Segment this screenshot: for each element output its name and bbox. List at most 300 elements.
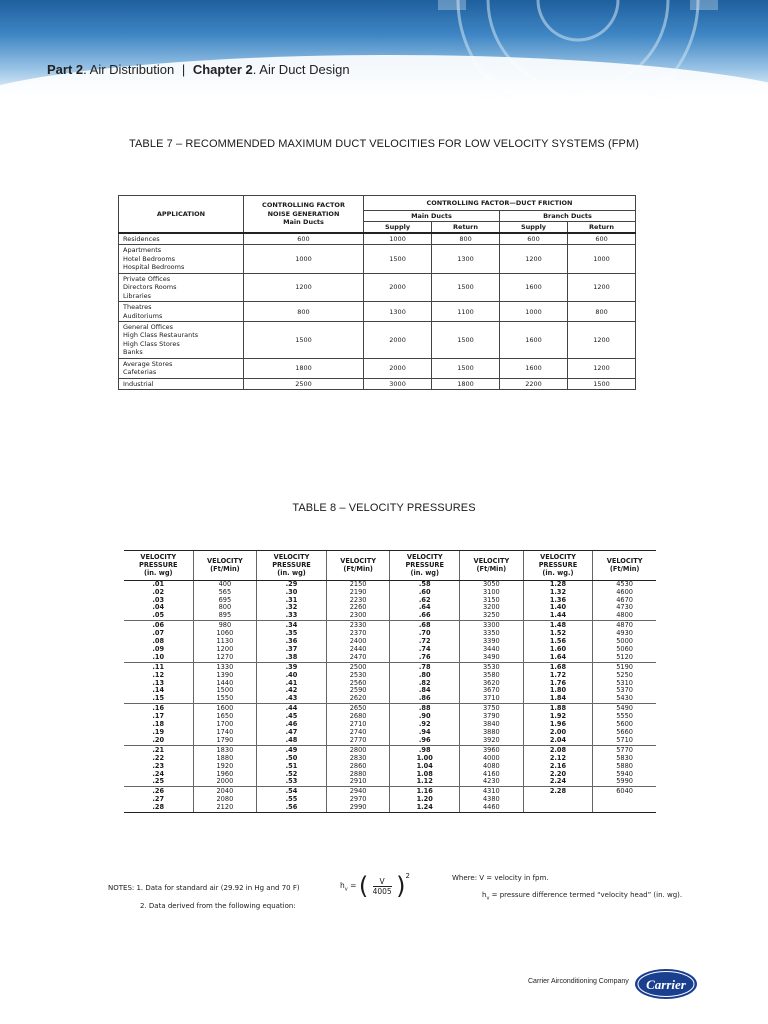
table8-cell: .17	[152, 712, 165, 721]
table8-cell: .98	[390, 745, 460, 754]
table8-cell: 1.68	[523, 662, 593, 671]
table7-value-cell: 800	[244, 302, 364, 322]
table8-cell: 1.36	[523, 597, 593, 605]
table8-cell: 1130	[193, 638, 257, 646]
table7-application-cell: Average Stores Cafeterias	[119, 358, 244, 378]
table7-header-return: Return	[432, 222, 500, 234]
breadcrumb-part: Part 2	[47, 62, 84, 77]
table7-value-cell: 1000	[568, 245, 636, 273]
table8-cell: 2800	[326, 745, 390, 754]
table8-cell: .80	[390, 672, 460, 680]
table8-cell: 2400	[326, 638, 390, 646]
table8-cell: 5060	[593, 646, 656, 654]
table8-cell: 1790	[193, 737, 257, 745]
table7-value-cell: 1200	[499, 245, 567, 273]
table7-value-cell: 1300	[364, 302, 432, 322]
table8-cell: 1550	[193, 695, 257, 703]
table8-row	[124, 729, 656, 737]
breadcrumb-chapter: Chapter 2	[192, 62, 253, 77]
table8-cell: .29	[257, 580, 327, 588]
table8-row	[124, 621, 656, 630]
equation-lhs: h	[340, 881, 345, 890]
table8-cell: 2330	[326, 621, 390, 630]
table8-cell: 4530	[593, 580, 656, 588]
table8-cell: 1.60	[523, 646, 593, 654]
table8-cell: .24	[152, 769, 165, 778]
table8-cell: 1650	[193, 713, 257, 721]
table7-value-cell: 2000	[364, 273, 432, 301]
table8-cell: 3920	[460, 737, 524, 745]
table7-row	[119, 245, 636, 273]
table7-value-cell: 1200	[568, 273, 636, 301]
table8-cell: .70	[390, 630, 460, 638]
table8-cell: 2500	[326, 662, 390, 671]
table8-cell: 1.12	[390, 778, 460, 786]
table8-cell: 1600	[193, 704, 257, 713]
table8-cell: .53	[257, 778, 327, 786]
table8-cell: 5990	[593, 778, 656, 786]
table8-title: TABLE 8 – VELOCITY PRESSURES	[292, 502, 476, 514]
table8-cell: 3490	[460, 654, 524, 662]
table8-cell: 1880	[193, 755, 257, 763]
table8-row	[124, 737, 656, 745]
table8-row	[124, 672, 656, 680]
table8-row	[124, 687, 656, 695]
table8-cell: 2440	[326, 646, 390, 654]
table8-cell: .31	[257, 597, 327, 605]
table8-cell: 5550	[593, 713, 656, 721]
table8-row	[124, 713, 656, 721]
table8-cell: 1830	[193, 745, 257, 754]
table8-cell: .41	[257, 680, 327, 688]
table8-cell: 2710	[326, 721, 390, 729]
table7-value-cell: 1200	[244, 273, 364, 301]
table7-value-cell: 1000	[499, 302, 567, 322]
table8-cell: 3670	[460, 687, 524, 695]
company-name: Carrier Airconditioning Company	[528, 978, 629, 985]
table8-cell: 2120	[193, 804, 257, 812]
table7-row	[119, 233, 636, 245]
table8-cell: 4600	[593, 589, 656, 597]
table8-cell: 1.28	[523, 580, 593, 588]
table8-cell: .32	[257, 604, 327, 612]
table7-value-cell: 1200	[568, 321, 636, 358]
table8-cell: 1.92	[523, 713, 593, 721]
where-velocity-head: $h_v$ = pressure difference termed “velocity head” (in. wg).	[482, 891, 683, 902]
table8-cell: .42	[257, 687, 327, 695]
table8-cell: 4080	[460, 763, 524, 771]
table7-application-cell: Theatres Auditoriums	[119, 302, 244, 322]
table8-cell: 3620	[460, 680, 524, 688]
carrier-logo	[634, 968, 698, 1000]
table8-cell: 2970	[326, 796, 390, 804]
table8-cell: .90	[390, 713, 460, 721]
breadcrumb	[47, 62, 350, 77]
table7	[118, 195, 636, 390]
table8-cell: 3150	[460, 597, 524, 605]
table8-cell: .92	[390, 721, 460, 729]
table8-cell: .60	[390, 589, 460, 597]
table8-cell: 2740	[326, 729, 390, 737]
table8-cell: .62	[390, 597, 460, 605]
table8-cell: 1500	[193, 687, 257, 695]
table7-value-cell: 1300	[432, 245, 500, 273]
table8-row	[124, 612, 656, 620]
table8-cell: 2680	[326, 713, 390, 721]
table7-application-cell: Residences	[119, 233, 244, 245]
table8-cell: 3250	[460, 612, 524, 620]
table8-cell: 1200	[193, 646, 257, 654]
table8-cell	[523, 796, 593, 804]
table8-cell: 2080	[193, 796, 257, 804]
table8-header-cell: VELOCITY (Ft/Min)	[326, 551, 390, 581]
table7-header-main-ducts: Main Ducts	[364, 211, 500, 222]
table8-cell: 5830	[593, 755, 656, 763]
table8-row	[124, 654, 656, 662]
equation-equals: =	[350, 881, 357, 890]
table8-cell: 2230	[326, 597, 390, 605]
table8-cell: 3390	[460, 638, 524, 646]
table8-cell: 5120	[593, 654, 656, 662]
table8-row	[124, 646, 656, 654]
table7-value-cell: 1600	[499, 358, 567, 378]
table8-cell: .40	[257, 672, 327, 680]
table8-cell: 3440	[460, 646, 524, 654]
table8-cell: 1.80	[523, 687, 593, 695]
table8-cell: 400	[193, 580, 257, 588]
table8-cell: .55	[257, 796, 327, 804]
table7-value-cell: 1800	[244, 358, 364, 378]
table7-header-application: APPLICATION	[119, 196, 244, 234]
table8-cell: 5770	[593, 745, 656, 754]
table8-cell: 2190	[326, 589, 390, 597]
table8-cell: 1.72	[523, 672, 593, 680]
table8-cell: .13	[152, 678, 165, 687]
table8-row	[124, 580, 656, 588]
equation-exponent: 2	[405, 872, 410, 880]
table7-header-noise: CONTROLLING FACTOR NOISE GENERATION Main Ducts	[244, 196, 364, 234]
table8-cell: 4310	[460, 787, 524, 796]
table8-cell: 2560	[326, 680, 390, 688]
table8-cell: 3580	[460, 672, 524, 680]
table8-cell: 1.48	[523, 621, 593, 630]
table8-cell: 2650	[326, 704, 390, 713]
table8-cell: .06	[124, 621, 193, 630]
table8-cell: .07	[152, 629, 165, 638]
table8-row	[124, 695, 656, 703]
breadcrumb-separator: |	[181, 62, 186, 77]
table8-cell: .64	[390, 604, 460, 612]
table8-header-cell: VELOCITY PRESSURE (in. wg.)	[523, 551, 593, 581]
table8-cell: .84	[390, 687, 460, 695]
table8-cell: 4930	[593, 630, 656, 638]
table7-value-cell: 1500	[432, 358, 500, 378]
table8-cell: 1.84	[523, 695, 593, 703]
table8-cell: 3300	[460, 621, 524, 630]
table8-cell: 5000	[593, 638, 656, 646]
table8-cell: .44	[257, 704, 327, 713]
breadcrumb-chapter-name: . Air Duct Design	[252, 62, 350, 77]
table8-row	[124, 589, 656, 597]
table8-cell: .18	[152, 720, 165, 729]
table8-cell: 1270	[193, 654, 257, 662]
table8-cell: 2.08	[523, 745, 593, 754]
table8-cell: .37	[257, 646, 327, 654]
table7-value-cell: 1500	[244, 321, 364, 358]
table8-cell: .09	[152, 644, 165, 653]
table8-cell: 1.40	[523, 604, 593, 612]
table8-cell: .25	[152, 777, 165, 786]
table8-cell: .33	[257, 612, 327, 620]
table7-value-cell: 1000	[364, 233, 432, 245]
table8-cell: 5370	[593, 687, 656, 695]
table8-cell: 2.04	[523, 737, 593, 745]
table8-cell: .68	[390, 621, 460, 630]
table8-cell: 3710	[460, 695, 524, 703]
table8-cell: 2620	[326, 695, 390, 703]
table8-cell: .82	[390, 680, 460, 688]
table8	[124, 550, 656, 813]
table8-cell: .72	[390, 638, 460, 646]
table8-row	[124, 796, 656, 804]
table7-value-cell: 3000	[364, 378, 432, 389]
table8-cell: .05	[152, 611, 165, 620]
table8-cell: 1.32	[523, 589, 593, 597]
table7-value-cell: 600	[568, 233, 636, 245]
table7-value-cell: 1000	[244, 245, 364, 273]
table8-cell: 1.20	[390, 796, 460, 804]
table8-cell: 3350	[460, 630, 524, 638]
table8-cell: .38	[257, 654, 327, 662]
table8-cell: 3100	[460, 589, 524, 597]
equation-denominator: 4005	[372, 886, 392, 896]
table8-cell: .04	[152, 603, 165, 612]
table7-value-cell: 1500	[432, 273, 500, 301]
table8-cell: .96	[390, 737, 460, 745]
velocity-head-equation: $h_v$ = ( $\frac{V}{4005}$ )$^2$	[340, 872, 410, 900]
table8-cell: .66	[390, 612, 460, 620]
table7-header-return: Return	[568, 222, 636, 234]
table7-value-cell: 2000	[364, 321, 432, 358]
table7-value-cell: 1500	[568, 378, 636, 389]
table8-cell: 1.76	[523, 680, 593, 688]
table8-cell: .78	[390, 662, 460, 671]
table8-cell: .03	[152, 595, 165, 604]
table8-cell: 3200	[460, 604, 524, 612]
table8-cell: 2.28	[523, 787, 593, 796]
table8-cell: 4670	[593, 597, 656, 605]
table8-cell: 1390	[193, 672, 257, 680]
table8-cell: .86	[390, 695, 460, 703]
table8-cell: .52	[257, 771, 327, 779]
table8-cell: .23	[152, 761, 165, 770]
table8-cell: 2530	[326, 672, 390, 680]
table7-header-supply: Supply	[499, 222, 567, 234]
table8-cell: .46	[257, 721, 327, 729]
table8-cell: 1060	[193, 630, 257, 638]
table7-application-cell: General Offices High Class Restaurants High Class Stores Banks	[119, 321, 244, 358]
table8-cell: .43	[257, 695, 327, 703]
table8-cell: 1.88	[523, 704, 593, 713]
table7-value-cell: 800	[432, 233, 500, 245]
table7-application-cell: Industrial	[119, 378, 244, 389]
table8-cell: 695	[193, 597, 257, 605]
svg-text:Carrier: Carrier	[646, 977, 686, 992]
table8-cell: 1.08	[390, 771, 460, 779]
table8-cell: .10	[152, 652, 165, 661]
table8-cell: 3530	[460, 662, 524, 671]
table8-cell: .74	[390, 646, 460, 654]
table8-cell: 1.96	[523, 721, 593, 729]
table8-header-cell: VELOCITY PRESSURE (in. wg)	[257, 551, 327, 581]
table8-row	[124, 680, 656, 688]
table7-value-cell: 1200	[568, 358, 636, 378]
table7-header-friction: CONTROLLING FACTOR—DUCT FRICTION	[364, 196, 636, 211]
table7-header-branch-ducts: Branch Ducts	[499, 211, 635, 222]
table7-application-cell: Apartments Hotel Bedrooms Hospital Bedrooms	[119, 245, 244, 273]
table8-row	[124, 662, 656, 671]
table8-cell: 1.16	[390, 787, 460, 796]
table7-value-cell: 1600	[499, 321, 567, 358]
table8-cell: .54	[257, 787, 327, 796]
table8-row	[124, 638, 656, 646]
table8-cell: 1920	[193, 763, 257, 771]
table8-cell: .16	[124, 704, 193, 713]
table8-cell: 5880	[593, 763, 656, 771]
note-1: NOTES: 1. Data for standard air (29.92 in Hg and 70 F)	[108, 884, 300, 892]
table8-cell: 2470	[326, 654, 390, 662]
table8-cell: .01	[152, 579, 165, 588]
table8-cell: 2830	[326, 755, 390, 763]
table8-cell: .30	[257, 589, 327, 597]
table8-cell: 1.04	[390, 763, 460, 771]
table8-cell: .48	[257, 737, 327, 745]
table8-cell: 4380	[460, 796, 524, 804]
table8-cell: 2.12	[523, 755, 593, 763]
table8-cell: .34	[257, 621, 327, 630]
table7-value-cell: 1600	[499, 273, 567, 301]
table8-cell: 2940	[326, 787, 390, 796]
table7-value-cell: 600	[499, 233, 567, 245]
table8-cell: 1.52	[523, 630, 593, 638]
table8-cell: 800	[193, 604, 257, 612]
table8-cell: 2.16	[523, 763, 593, 771]
table8-cell: 2000	[193, 778, 257, 786]
table8-row	[124, 787, 656, 796]
table8-cell: .58	[390, 580, 460, 588]
table8-cell: 3880	[460, 729, 524, 737]
table8-cell: .47	[257, 729, 327, 737]
table7-value-cell: 2500	[244, 378, 364, 389]
table7-application-cell: Private Offices Directors Rooms Libraries	[119, 273, 244, 301]
table8-cell: 2860	[326, 763, 390, 771]
table8-cell: .14	[152, 686, 165, 695]
note-2: 2. Data derived from the following equation:	[140, 902, 296, 910]
table8-cell: 1.00	[390, 755, 460, 763]
table8-row	[124, 704, 656, 713]
table7-row	[119, 378, 636, 389]
table7-value-cell: 600	[244, 233, 364, 245]
table8-row	[124, 755, 656, 763]
table8-cell: 2040	[193, 787, 257, 796]
table8-cell: 5250	[593, 672, 656, 680]
table8-cell: .21	[124, 745, 193, 754]
table8-cell: 565	[193, 589, 257, 597]
table8-cell: 2260	[326, 604, 390, 612]
table8-header-cell: VELOCITY PRESSURE (in. wg)	[124, 551, 193, 581]
table7-value-cell: 1800	[432, 378, 500, 389]
table8-cell: .88	[390, 704, 460, 713]
table8-row	[124, 604, 656, 612]
table8-cell: .56	[257, 804, 327, 812]
table8-cell: 6040	[593, 787, 656, 796]
table8-cell: .02	[152, 587, 165, 596]
table8-cell: 5310	[593, 680, 656, 688]
table8-cell: 3050	[460, 580, 524, 588]
table8-cell: 2.20	[523, 771, 593, 779]
table7-value-cell: 1500	[364, 245, 432, 273]
table8-cell: 5710	[593, 737, 656, 745]
table8-cell: 895	[193, 612, 257, 620]
table7-value-cell: 1100	[432, 302, 500, 322]
table8-cell: 2990	[326, 804, 390, 812]
table8-cell: 4230	[460, 778, 524, 786]
table8-cell: 3960	[460, 745, 524, 754]
breadcrumb-part-name: . Air Distribution	[83, 62, 175, 77]
table7-header-supply: Supply	[364, 222, 432, 234]
table8-cell: .26	[124, 787, 193, 796]
table8-cell: 3840	[460, 721, 524, 729]
table8-cell: .28	[124, 804, 193, 812]
table8-cell: .20	[152, 735, 165, 744]
table8-cell	[523, 804, 593, 812]
table8-row	[124, 778, 656, 786]
table8-cell: 4870	[593, 621, 656, 630]
where-velocity: Where: V = velocity in fpm.	[452, 874, 549, 882]
table8-cell: 4160	[460, 771, 524, 779]
table7-value-cell: 2000	[364, 358, 432, 378]
table8-cell: 2.24	[523, 778, 593, 786]
table7-row	[119, 302, 636, 322]
table8-cell: .11	[124, 662, 193, 671]
table8-cell: 2300	[326, 612, 390, 620]
table8-cell: .50	[257, 755, 327, 763]
table8-cell: 4000	[460, 755, 524, 763]
table8-row	[124, 630, 656, 638]
table8-cell: 2910	[326, 778, 390, 786]
table8-cell: 4460	[460, 804, 524, 812]
table8-cell: .12	[152, 670, 165, 679]
table8-row	[124, 597, 656, 605]
table8-cell: .45	[257, 713, 327, 721]
table8-row	[124, 721, 656, 729]
table8-header-cell: VELOCITY (Ft/Min)	[193, 551, 257, 581]
table8-cell: 5660	[593, 729, 656, 737]
table8-cell: 2370	[326, 630, 390, 638]
table8-cell: 5490	[593, 704, 656, 713]
table8-cell: .39	[257, 662, 327, 671]
table8-cell: 5430	[593, 695, 656, 703]
table8-cell: 5190	[593, 662, 656, 671]
table8-cell: 1.64	[523, 654, 593, 662]
table8-cell: 1960	[193, 771, 257, 779]
table8-cell: 1330	[193, 662, 257, 671]
table8-cell: .76	[390, 654, 460, 662]
table8-cell: .36	[257, 638, 327, 646]
table8-cell: 4800	[593, 612, 656, 620]
table8-cell	[593, 804, 656, 812]
table8-row	[124, 804, 656, 812]
